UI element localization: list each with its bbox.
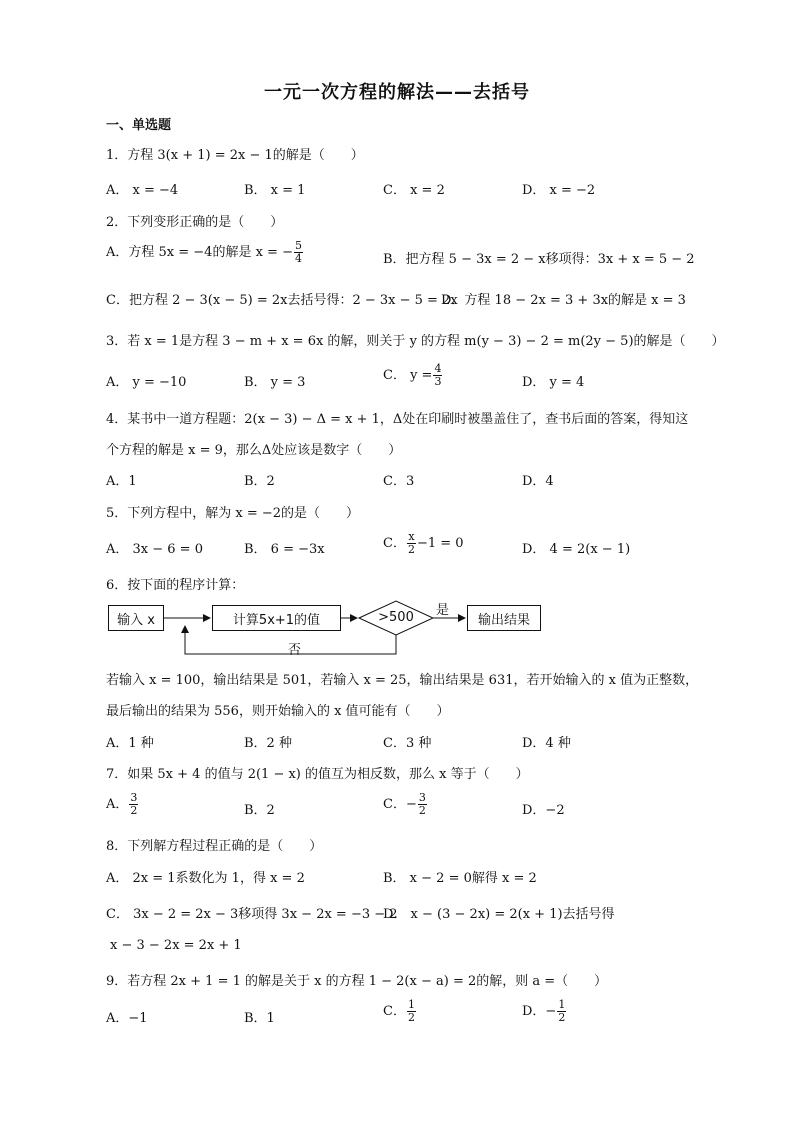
q8-option-b: B． x − 2 = 0解得 x = 2 [383, 871, 537, 886]
fraction-numerator: 5 [294, 239, 302, 252]
q1-option-b: B． x = 1 [244, 183, 306, 198]
fraction-numerator: x [408, 530, 415, 543]
q6-line-2: 最后输出的结果为 556，则开始输入的 x 值可能有（ ） [106, 704, 450, 719]
flow-output-label: 输出结果 [477, 612, 530, 628]
q3-option-c [383, 363, 443, 388]
q6-option-c: C．3 种 [383, 736, 432, 751]
flow-output-box [467, 605, 541, 631]
q7-option-d: D．−2 [522, 803, 565, 818]
q3-option-d: D． y = 4 [522, 375, 585, 390]
q5-option-b: B． 6 = −3x [244, 542, 325, 557]
q9-option-d [522, 999, 567, 1024]
q7-option-c-fraction [418, 792, 427, 817]
q6-stem: 6．按下面的程序计算： [106, 578, 245, 593]
q7-stem: 7．如果 5x + 4 的值与 2(1 − x) 的值互为相反数，那么 x 等于（ ） [106, 767, 529, 782]
flow-yes-label: 是 [436, 603, 450, 618]
q8-option-c: C． 3x − 2 = 2x − 3移项得 3x − 2x = −3 − 2 [106, 907, 398, 922]
q2-option-c: C．把方程 2 − 3(x − 5) = 2x去括号得：2 − 3x − 5 = 2x [106, 293, 458, 308]
q5-option-c-text: −1 = 0 [416, 536, 464, 551]
flow-compute-label: 计算5x+1的值 [232, 612, 321, 628]
q5-option-c [383, 531, 464, 556]
q7-option-a-fraction [129, 792, 138, 817]
q7-option-b: B．2 [244, 803, 275, 818]
flow-condition-label: >500 [378, 610, 414, 625]
q8-option-d: D． x − (3 − 2x) = 2(x + 1)去括号得 [383, 907, 615, 922]
q5-option-c-label: C． [383, 536, 406, 551]
q3-stem: 3．若 x = 1是方程 3 − m + x = 6x 的解，则关于 y 的方程 m(y − 3) − 2 = m(2y − 5)的解是（ ） [106, 334, 725, 349]
q9-stem: 9．若方程 2x + 1 = 1 的解是关于 x 的方程 1 − 2(x − a) = 2的解，则 a =（ ） [106, 974, 608, 989]
q1-option-d: D． x = −2 [522, 183, 596, 198]
q2-option-d: D．方程 18 − 2x = 3 + 3x的解是 x = 3 [441, 293, 686, 308]
q4-option-c: C．3 [383, 474, 415, 489]
q7-option-c-label: C．− [383, 797, 417, 812]
q6-option-a: A．1 种 [106, 736, 154, 751]
q3-option-c-fraction [433, 363, 442, 388]
section-heading: 一、单选题 [106, 118, 172, 133]
q8-option-d-continued: x − 3 − 2x = 2x + 1 [110, 938, 242, 953]
fraction-denominator: 2 [407, 543, 415, 556]
q4-option-a: A．1 [106, 474, 137, 489]
q2-option-a-fraction [294, 240, 303, 265]
q9-option-d-fraction [557, 999, 566, 1024]
q4-line-1: 4．某书中一道方程题：2(x − 3) − Δ = x + 1，Δ处在印刷时被墨盖住了，查书后面的答案，得知这 [106, 412, 689, 427]
q3-option-c-text: C． y = [383, 368, 433, 383]
q7-option-c [383, 792, 428, 817]
flow-compute-box [212, 605, 341, 631]
q2-option-b: B．把方程 5 − 3x = 2 − x移项得：3x + x = 5 − 2 [383, 252, 695, 267]
fraction-numerator: 3 [418, 791, 426, 804]
q7-option-a-label: A． [106, 797, 129, 812]
q5-option-c-fraction [407, 531, 416, 556]
q9-option-a: A．−1 [106, 1011, 148, 1026]
q7-option-a [106, 792, 139, 817]
flow-no-label: 否 [288, 643, 302, 658]
q3-option-b: B． y = 3 [244, 375, 306, 390]
q2-option-a [106, 240, 304, 265]
q5-option-d: D． 4 = 2(x − 1) [522, 542, 631, 557]
q6-option-d: D．4 种 [522, 736, 571, 751]
fraction-denominator: 4 [294, 252, 302, 265]
q3-option-a: A． y = −10 [106, 375, 187, 390]
fraction-numerator: 1 [407, 998, 415, 1011]
q9-option-c-label: C． [383, 1004, 406, 1019]
q4-option-d: D．4 [522, 474, 554, 489]
q2-option-a-text: A．方程 5x = −4的解是 x = − [106, 245, 293, 260]
fraction-numerator: 4 [434, 362, 442, 375]
fraction-denominator: 2 [130, 804, 138, 817]
fraction-denominator: 2 [558, 1011, 566, 1024]
page-title: 一元一次方程的解法——去括号 [264, 82, 530, 103]
q1-stem: 1．方程 3(x + 1) = 2x − 1的解是（ ） [106, 148, 364, 163]
q4-line-2: 个方程的解是 x = 9，那么Δ处应该是数字（ ） [106, 443, 402, 458]
fraction-denominator: 2 [418, 804, 426, 817]
q9-option-c [383, 999, 417, 1024]
q4-option-b: B．2 [244, 474, 275, 489]
q9-option-c-fraction [407, 999, 416, 1024]
q5-stem: 5．下列方程中，解为 x = −2的是（ ） [106, 506, 360, 521]
q6-option-b: B．2 种 [244, 736, 292, 751]
q8-option-a: A． 2x = 1系数化为 1，得 x = 2 [106, 871, 305, 886]
flow-input-box [108, 605, 164, 631]
fraction-numerator: 1 [558, 998, 566, 1011]
fraction-numerator: 3 [130, 791, 138, 804]
fraction-denominator: 3 [434, 375, 442, 388]
fraction-denominator: 2 [407, 1011, 415, 1024]
q6-line-1: 若输入 x = 100，输出结果是 501，若输入 x = 25，输出结果是 631，若开始输入的 x 值为正整数， [106, 673, 699, 688]
q9-option-d-label: D．− [522, 1004, 557, 1019]
flow-input-label: 输入 x [117, 612, 155, 628]
q1-option-c: C． x = 2 [383, 183, 445, 198]
q2-stem: 2．下列变形正确的是（ ） [106, 215, 284, 230]
q9-option-b: B．1 [244, 1011, 275, 1026]
q8-stem: 8．下列解方程过程正确的是（ ） [106, 839, 323, 854]
q1-option-a: A． x = −4 [106, 183, 179, 198]
q5-option-a: A． 3x − 6 = 0 [106, 542, 203, 557]
